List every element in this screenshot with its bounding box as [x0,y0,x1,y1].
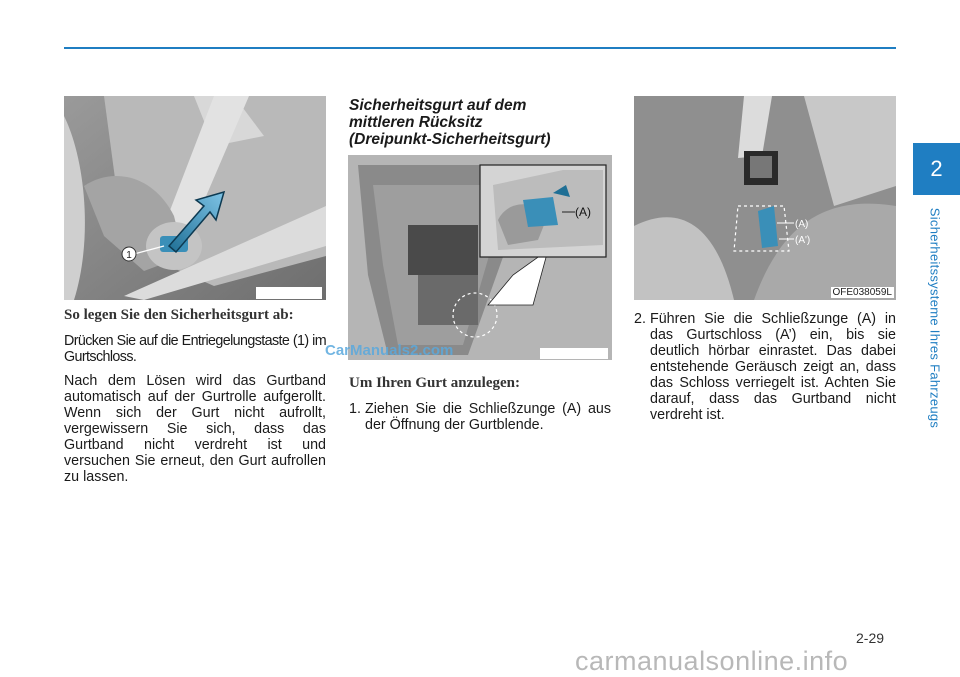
column-3 [634,311,896,423]
callout-a-fig3: (A) [795,219,809,230]
chapter-tab [913,143,960,195]
step-2-number: 2. [634,311,646,327]
section-heading-line2: mittleren Rücksitz [349,114,483,131]
callout-1: 1 [126,250,132,261]
footer-watermark: carmanualsonline.info [575,646,849,676]
figure-center-rear-belt [348,155,612,360]
heading-fasten: Um Ihren Gurt anzulegen: [349,375,520,391]
site-watermark: CarManuals2.com [325,342,454,359]
figure-insert-tongue [634,96,896,300]
heading-release: So legen Sie den Sicherheitsgurt ab: [64,307,294,323]
column-2-body [349,375,611,433]
column-1 [64,307,326,493]
section-heading-line1: Sicherheitsgurt auf dem [349,97,527,114]
step-1 [349,401,611,433]
paragraph-retract: Nach dem Lösen wird das Gurtband automatisch auf der Gurtrolle aufgerollt. Wenn sich der Gurt nicht aufrollt, vergewissern Sie sich, dass das Gurtband nicht verdreht ist und versuchen Sie erneut, den Gurt aufrollen zu lassen. [64,373,326,485]
section-heading-line3: (Dreipunkt-Sicherheitsgurt) [349,131,551,148]
column-2 [349,97,611,148]
step-2-text: Führen Sie die Schließzunge (A) in das Gurtschloss (A’) ein, bis sie deutlich hörbar einrastet. Das dabei entstehende Geräusch zeigt an, dass das Schloss verriegelt ist. Achten Sie darauf, dass das Gurtband nicht verdreht ist. [650,311,896,423]
figure-code: OFE038059L [832,287,892,298]
page-number: 2-29 [856,630,885,646]
paragraph-release-button: Drücken Sie auf die Entriegelungstaste (1) im Gurtschloss. [64,333,326,365]
step-1-number: 1. [349,401,361,417]
chapter-title-text: Sicherheitssysteme Ihres Fahrzeugs [927,207,943,428]
step-1-text: Ziehen Sie die Schließzunge (A) aus der Öffnung der Gurtblende. [365,401,611,433]
callout-a-prime: (A') [795,235,811,246]
step-2 [634,311,896,423]
callout-a-fig2: (A) [575,205,591,219]
chapter-title [915,200,955,435]
figure-release-belt [64,96,326,300]
chapter-number: 2 [930,156,943,181]
top-rule [64,47,896,49]
